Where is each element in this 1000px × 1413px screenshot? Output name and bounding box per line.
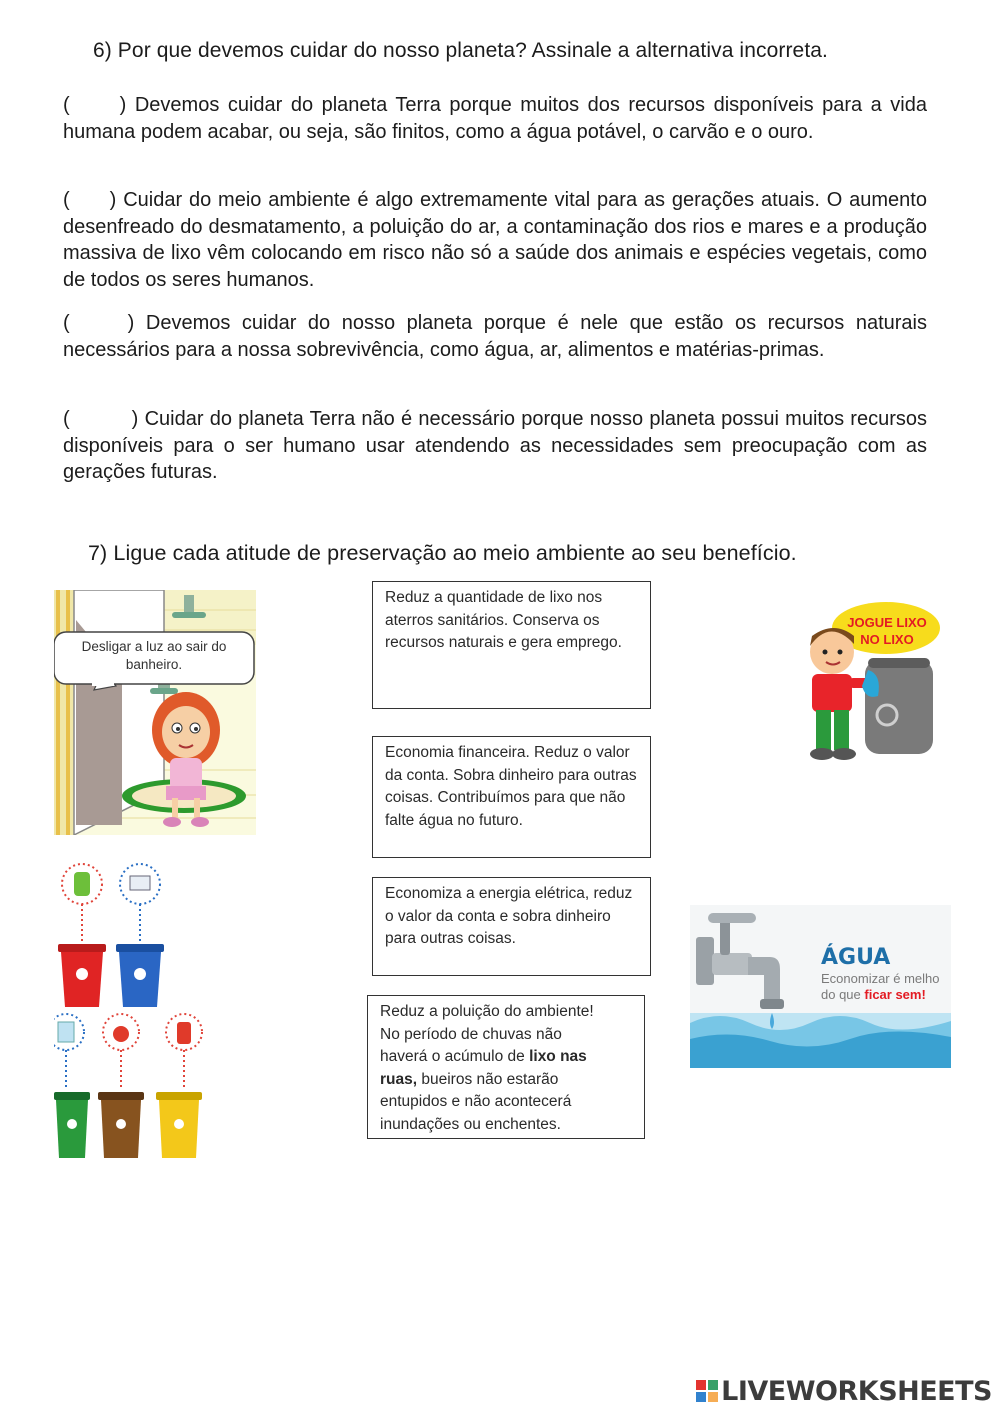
benefit-box-2[interactable]	[372, 736, 651, 858]
q6-option-2-text: Cuidar do meio ambiente é algo extremamente vital para as gerações atuais. O aumento desenfreado do desmatamento, a poluição do ar, a contaminação dos rios e mares e a produção massiva de lixo vêm colocando em risco não só a saúde dos animais e espécies vegetais, como de todos os seres humanos.	[63, 189, 927, 291]
liveworksheets-logo	[696, 1376, 992, 1407]
water-title: ÁGUA	[821, 945, 891, 970]
boy-sign	[835, 614, 939, 648]
q6-checkbox-3[interactable]: ( )	[63, 312, 135, 334]
q6-option-1	[63, 92, 927, 145]
boy-sign-line-1: JOGUE LIXO	[847, 615, 927, 630]
q6-checkbox-1[interactable]: ( )	[63, 94, 127, 116]
question-6-title: 6) Por que devemos cuidar do nosso planeta? Assinale a alternativa incorreta.	[93, 39, 828, 62]
benefit-box-2-text: Economia financeira. Reduz o valor da conta. Sobra dinheiro para outras coisas. Contribuímos para que não falte água no futuro.	[385, 744, 637, 829]
benefit-box-3[interactable]	[372, 877, 651, 976]
benefit-box-1[interactable]	[372, 581, 651, 709]
liveworksheets-text: LIVEWORKSHEETS	[721, 1376, 992, 1407]
water-subtitle-line-1: Economizar é melho	[821, 971, 940, 986]
benefit-box-1-text: Reduz a quantidade de lixo nos aterros sanitários. Conserva os recursos naturais e gera emprego.	[385, 589, 622, 651]
boy-trash-image[interactable]	[790, 600, 945, 765]
bathroom-light-image[interactable]	[54, 590, 256, 835]
question-7-title: 7) Ligue cada atitude de preservação ao meio ambiente ao seu benefício.	[88, 541, 797, 565]
q6-option-4	[63, 406, 927, 486]
recycling-bins-image[interactable]	[54, 862, 204, 1162]
q6-checkbox-4[interactable]: ( )	[63, 408, 139, 430]
water-saving-image[interactable]	[690, 905, 951, 1068]
benefit-box-4-line-1: Reduz a poluição do ambiente!	[380, 1003, 594, 1020]
q6-option-3-text: Devemos cuidar do nosso planeta porque é nele que estão os recursos naturais necessários para a nossa sobrevivência, como água, ar, alimentos e matérias-primas.	[63, 312, 928, 361]
liveworksheets-icon	[696, 1380, 718, 1402]
boy-sign-line-2: NO LIXO	[860, 632, 914, 647]
q6-option-2	[63, 187, 927, 293]
q6-checkbox-2[interactable]: ( )	[63, 189, 117, 211]
benefit-box-4-line-2: No período de chuvas não	[380, 1025, 562, 1043]
benefit-box-4-line-4: ruas, bueiros não estarão	[380, 1070, 559, 1088]
bathroom-caption: Desligar a luz ao sair do banheiro.	[81, 639, 227, 672]
benefit-box-4-line-5: entupidos e não acontecerá	[380, 1093, 572, 1110]
water-subtitle-line-2: do que ficar sem!	[821, 987, 926, 1002]
benefit-box-4-line-3: haverá o acúmulo de lixo nas	[380, 1048, 587, 1065]
benefit-box-4-line-6: inundações ou enchentes.	[380, 1115, 561, 1133]
benefit-box-4[interactable]	[367, 995, 645, 1139]
water-subtitle	[821, 971, 940, 1003]
q6-option-3	[63, 310, 927, 363]
q6-option-1-text: Devemos cuidar do planeta Terra porque muitos dos recursos disponíveis para a vida humana podem acabar, ou seja, são finitos, como a água potável, o carvão e o ouro.	[63, 94, 927, 143]
recycling-bins-illustration	[54, 862, 204, 1162]
q6-option-4-text: Cuidar do planeta Terra não é necessário porque nosso planeta possui muitos recursos disponíveis para o ser humano usar atendendo as necessidades sem preocupação com as gerações futuras.	[63, 408, 927, 483]
bathroom-illustration	[54, 590, 256, 835]
benefit-box-3-text: Economiza a energia elétrica, reduz o valor da conta e sobra dinheiro para outras coisas.	[385, 885, 633, 947]
